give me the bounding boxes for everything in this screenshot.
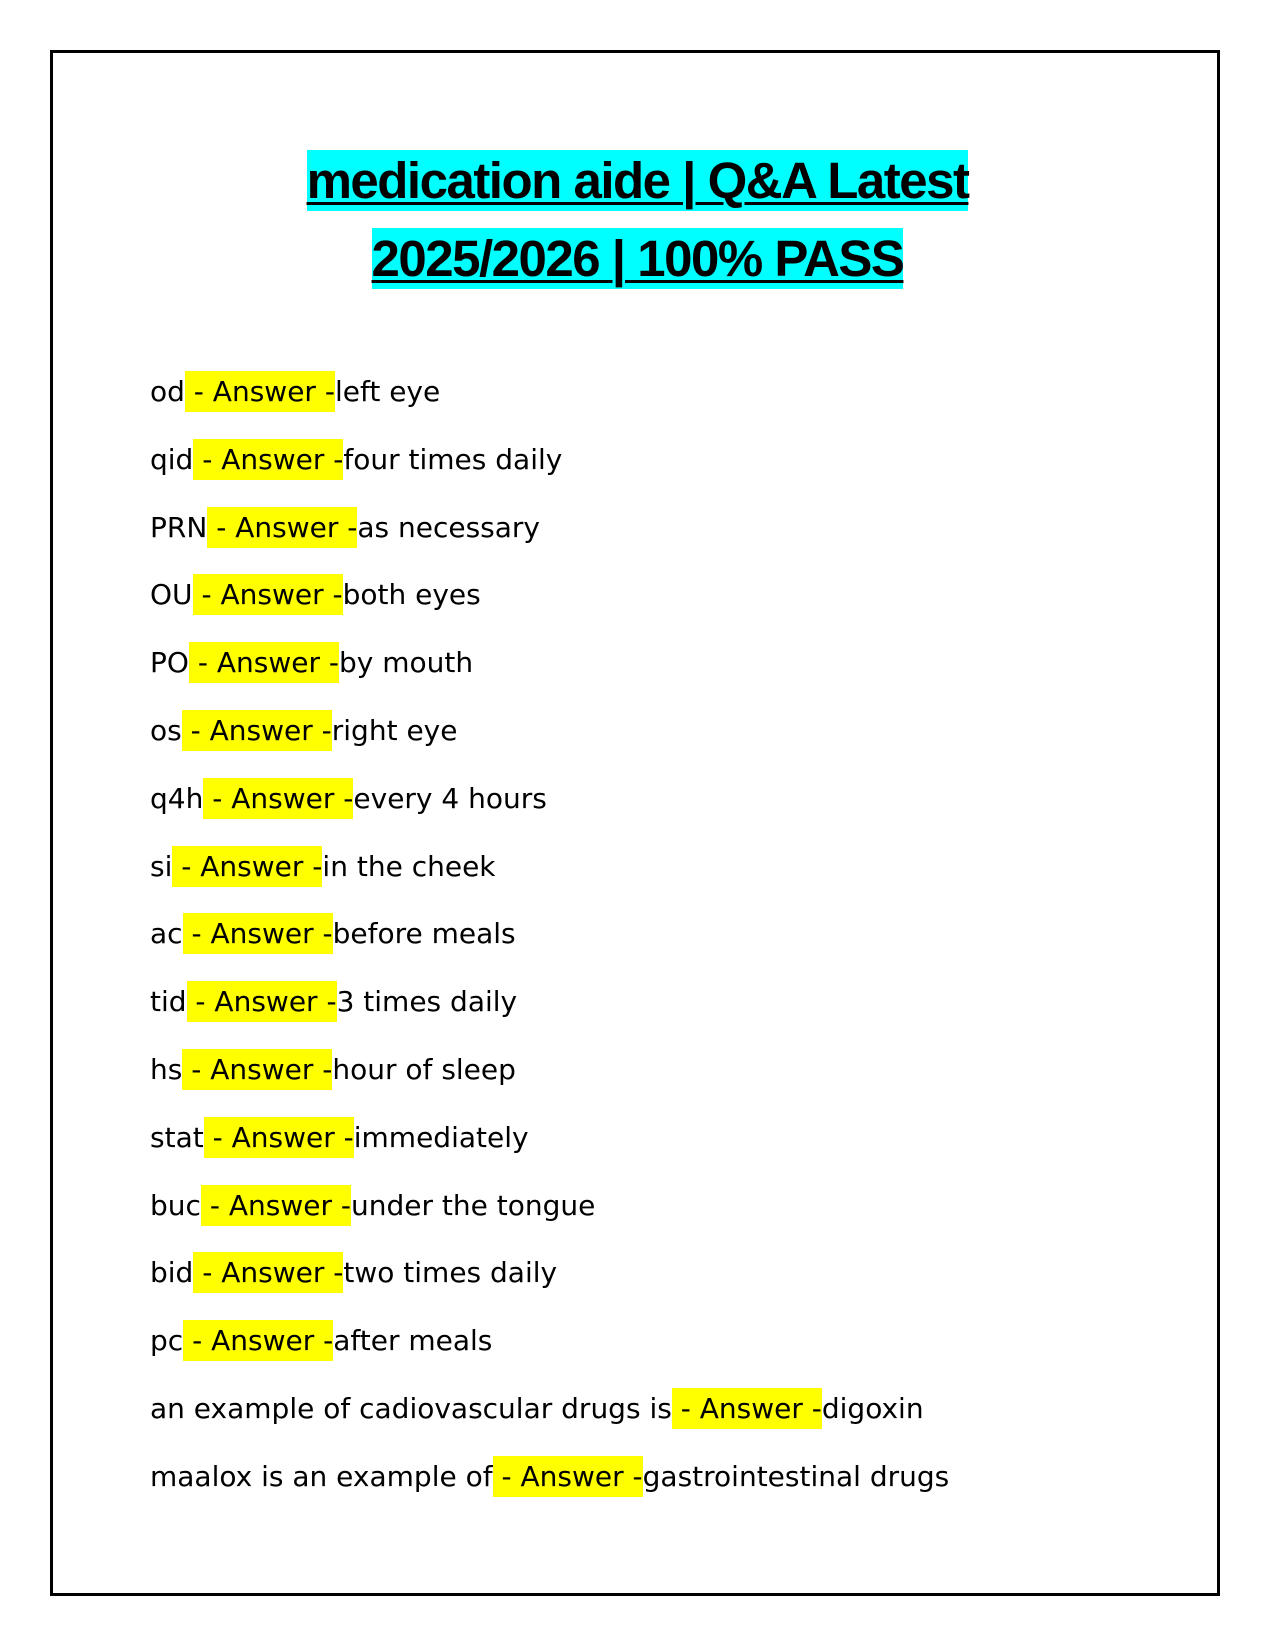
answer-text: both eyes [342,578,481,612]
answer-text: as necessary [357,510,540,544]
question-text: si [150,849,173,883]
qa-item [150,573,1150,641]
answer-marker: - Answer - [189,642,339,683]
answer-marker: - Answer - [203,778,353,819]
answer-text: gastrointestinal drugs [642,1459,950,1493]
qa-item [150,506,1150,574]
qa-item [150,709,1150,777]
question-text: an example of cadiovascular drugs is [150,1391,672,1425]
qa-item [150,980,1150,1048]
question-text: hs [150,1052,183,1086]
answer-text: every 4 hours [353,781,547,815]
qa-item [150,912,1150,980]
question-text: maalox is an example of [150,1459,493,1493]
title-text-1: medication aide | Q&A Latest [306,152,969,209]
question-text: PRN [150,510,208,544]
question-text: OU [150,578,193,612]
answer-marker: - Answer - [193,1252,343,1293]
answer-text: left eye [334,375,441,408]
answer-marker: - Answer - [183,1320,333,1361]
question-text: ac [150,917,183,951]
answer-marker: - Answer - [672,1388,822,1429]
answer-marker: - Answer - [185,371,335,412]
qa-item [150,777,1150,845]
answer-marker: - Answer - [172,846,322,887]
qa-item [150,1116,1150,1184]
answer-text: under the tongue [350,1188,596,1222]
question-text: tid [150,985,187,1019]
answer-marker: - Answer - [193,574,343,615]
answer-marker: - Answer - [182,1049,332,1090]
title-line-1 [0,142,1275,220]
answer-text: hour of sleep [332,1052,516,1086]
answer-marker: - Answer - [207,507,357,548]
answer-text: four times daily [343,442,563,476]
title-text-2: 2025/2026 | 100% PASS [371,230,904,287]
answer-marker: - Answer - [201,1185,351,1226]
answer-text: before meals [332,917,516,951]
qa-item [150,438,1150,506]
qa-item [150,641,1150,709]
question-text: os [150,713,182,747]
answer-text: after meals [333,1324,493,1358]
answer-text: 3 times daily [336,985,518,1019]
answer-marker: - Answer - [187,981,337,1022]
question-text: pc [150,1324,184,1358]
question-text: qid [150,442,194,476]
answer-marker: - Answer - [493,1456,643,1497]
qa-item [150,845,1150,913]
answer-text: right eye [331,713,458,747]
title-line-2 [0,220,1275,298]
answer-text: two times daily [343,1256,558,1290]
qa-item [150,370,1150,438]
qa-item [150,1048,1150,1116]
question-text: q4h [150,781,204,815]
question-text: bid [150,1256,194,1290]
answer-marker: - Answer - [183,913,333,954]
answer-text: digoxin [821,1391,924,1425]
qa-item [150,1184,1150,1252]
qa-item [150,1319,1150,1387]
qa-list [150,370,1150,1523]
question-text: buc [150,1188,201,1222]
answer-text: in the cheek [322,849,496,883]
qa-item [150,1387,1150,1455]
question-text: od [150,375,185,408]
answer-text: by mouth [338,646,474,680]
answer-marker: - Answer - [204,1117,354,1158]
question-text: stat [150,1120,204,1154]
answer-text: immediately [353,1120,529,1154]
question-text: PO [150,646,189,680]
qa-item [150,1251,1150,1319]
answer-marker: - Answer - [182,710,332,751]
answer-marker: - Answer - [193,439,343,480]
qa-item [150,1455,1150,1523]
document-title [0,142,1275,298]
